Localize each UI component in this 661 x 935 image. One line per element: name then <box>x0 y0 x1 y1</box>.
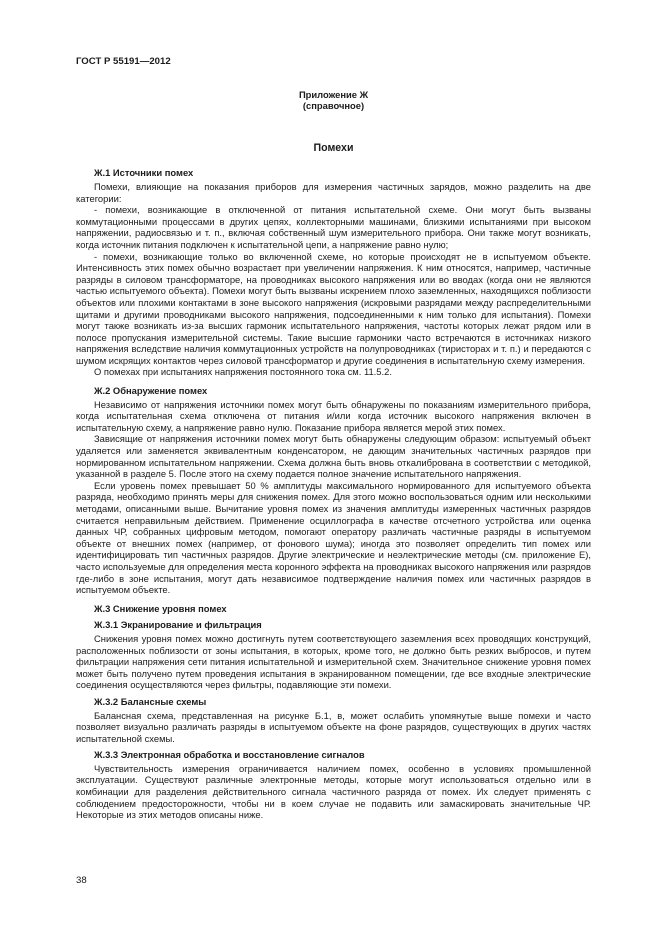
section-zh1 <box>76 167 591 378</box>
section-zh2 <box>76 385 591 596</box>
main-heading: Помехи <box>313 141 354 154</box>
section-zh3-2 <box>76 696 591 744</box>
section-title: Ж.1 Источники помех <box>94 167 194 179</box>
section-title: Ж.2 Обнаружение помех <box>94 385 208 397</box>
section-zh3-3 <box>76 749 591 821</box>
paragraph: Чувствительность измерения ограничивается наличием помех, особенно в условиях промышленной эксплуатации. Существуют различные электронные методы, которые могут использоваться отдельно или в комбинации для разделения действительного сигнала частичного разряда от помех. Их следует применять с соблюдением предосторожности, чтобы ни в коем случае не подавить или замаскировать значительные ЧР. Некоторые из этих методов описаны ниже. <box>76 762 591 821</box>
paragraph: - помехи, возникающие в отключенной от питания испытательной схеме. Они могут быть вызваны коммутационными процессами в других цепях, коллекторными машинами, близкими испытаниями при высоком напряжении, радиосвязью и т. п., включая собственный шум измерительного прибора. Они также могут возникать, когда источник питания подключен к испытательной цепи, а напряжение равно нулю; <box>76 204 591 250</box>
section-title: Ж.3 Снижение уровня помех <box>94 602 227 614</box>
page-number: 38 <box>76 875 87 887</box>
paragraph: Зависящие от напряжения источники помех могут быть обнаружены следующим образом: испытуемый объект удаляется или заменяется эквивалентным конденсатором, не дающим значительных частичных разрядов при нормированном испытательном напряжении. Схема должна быть вновь откалибрована в соответствии с методикой, указанной в разделе 5. После этого на схему подается полное значение испытательного напряжения. <box>76 433 591 480</box>
document-header: ГОСТ Р 55191—2012 <box>76 56 171 67</box>
paragraph: Помехи, влияющие на показания приборов для измерения частичных зарядов, можно разделить на две категории: <box>76 180 591 204</box>
paragraph: - помехи, возникающие только во включенной схеме, но которые происходят не в испытуемом объекте. Интенсивность этих помех обычно возрастает при увеличении напряжения. К ним относятся, например, частичные разряды в силовом трансформаторе, на проводниках высокого напряжения или во вводах (когда они не являются частью испытуемого объекта). Помехи могут быть вызваны искрением плохо заземленных, находящихся поблизости объектов или плохими контактами в зоне высокого напряжения (искровыми разрядами между распределительными щитами и другими проводниками высокого напряжения, подсоединенными к ним только для испытания). Помехи могут также возникать из-за высших гармоник испытательного напряжения, частоты которых лежат рядом или в полосе пропускания измерительной системы. Такие высшие гармоники часто встречаются в источниках низкого напряжения вследствие наличия коммутационных устройств на полупроводниках (тиристорах и т. п.) и передаются с шумом искрящих контактов через силовой трансформатор и другие соединения в испытательную схему измерения. <box>76 250 591 366</box>
section-zh3-1 <box>76 619 591 691</box>
section-title: Ж.3.3 Электронная обработка и восстановление сигналов <box>94 749 365 761</box>
paragraph: Если уровень помех превышает 50 % амплитуды максимального нормированного для испытуемого объекта разряда, необходимо принять меры для снижения помех. Для этого можно воспользоваться одним или несколькими методами, описанными выше. Вычитание уровня помех из значения амплитуды измеренных частичных разрядов считается неправильным действием. Применение осциллографа в качестве отсчетного устройства или оценка данных ЧР, собранных цифровым методом, помогают оператору различать частичные разряды в испытуемом объекте от внешних помех (например, от фонового шума); иногда это позволяет определить тип помех или идентифицировать тип частичных разрядов. Другие электрические и неэлектрические методы (см. приложение Е), часто используемые для определения места коронного эффекта на проводниках высокого напряжения или разрядов где-либо в зоне испытания, могут дать независимое подтверждение наличия помех или частичных разрядов в испытуемом объекте. <box>76 479 591 596</box>
appendix-subtitle: (справочное) <box>302 100 365 112</box>
appendix-title: Приложение Ж <box>298 88 369 100</box>
paragraph: О помехах при испытаниях напряжения постоянного тока см. 11.5.2. <box>94 366 392 378</box>
section-title: Ж.3.1 Экранирование и фильтрация <box>94 619 262 631</box>
paragraph: Снижения уровня помех можно достигнуть путем соответствующего заземления всех проводящих конструкций, расположенных поблизости от зоны испытания, в которых, кроме того, не должно быть резких выбросов, и путем фильтрации напряжения сети питания испытательной и измерительной схем. Значительное снижение уровня помех может быть получено путем проведения испытания в экранированном помещении, где все входные электрические соединения осуществляются через фильтры, подавляющие эти помехи. <box>76 632 591 691</box>
paragraph: Независимо от напряжения источники помех могут быть обнаружены по показаниям измерительного прибора, когда испытательная схема отключена от питания и/или когда источник высокого напряжения включен в испытательную схему, а напряжение равно нулю. Показание прибора является мерой этих помех. <box>76 398 591 433</box>
section-zh3 <box>76 603 591 615</box>
section-title: Ж.3.2 Балансные схемы <box>94 695 207 707</box>
paragraph: Балансная схема, представленная на рисунке Б.1, в, может ослабить упомянутые выше помехи и часто позволяет визуально различать разряды в испытуемом объекте на фоне разрядов, существующих в других частях испытательной схемы. <box>76 709 591 744</box>
